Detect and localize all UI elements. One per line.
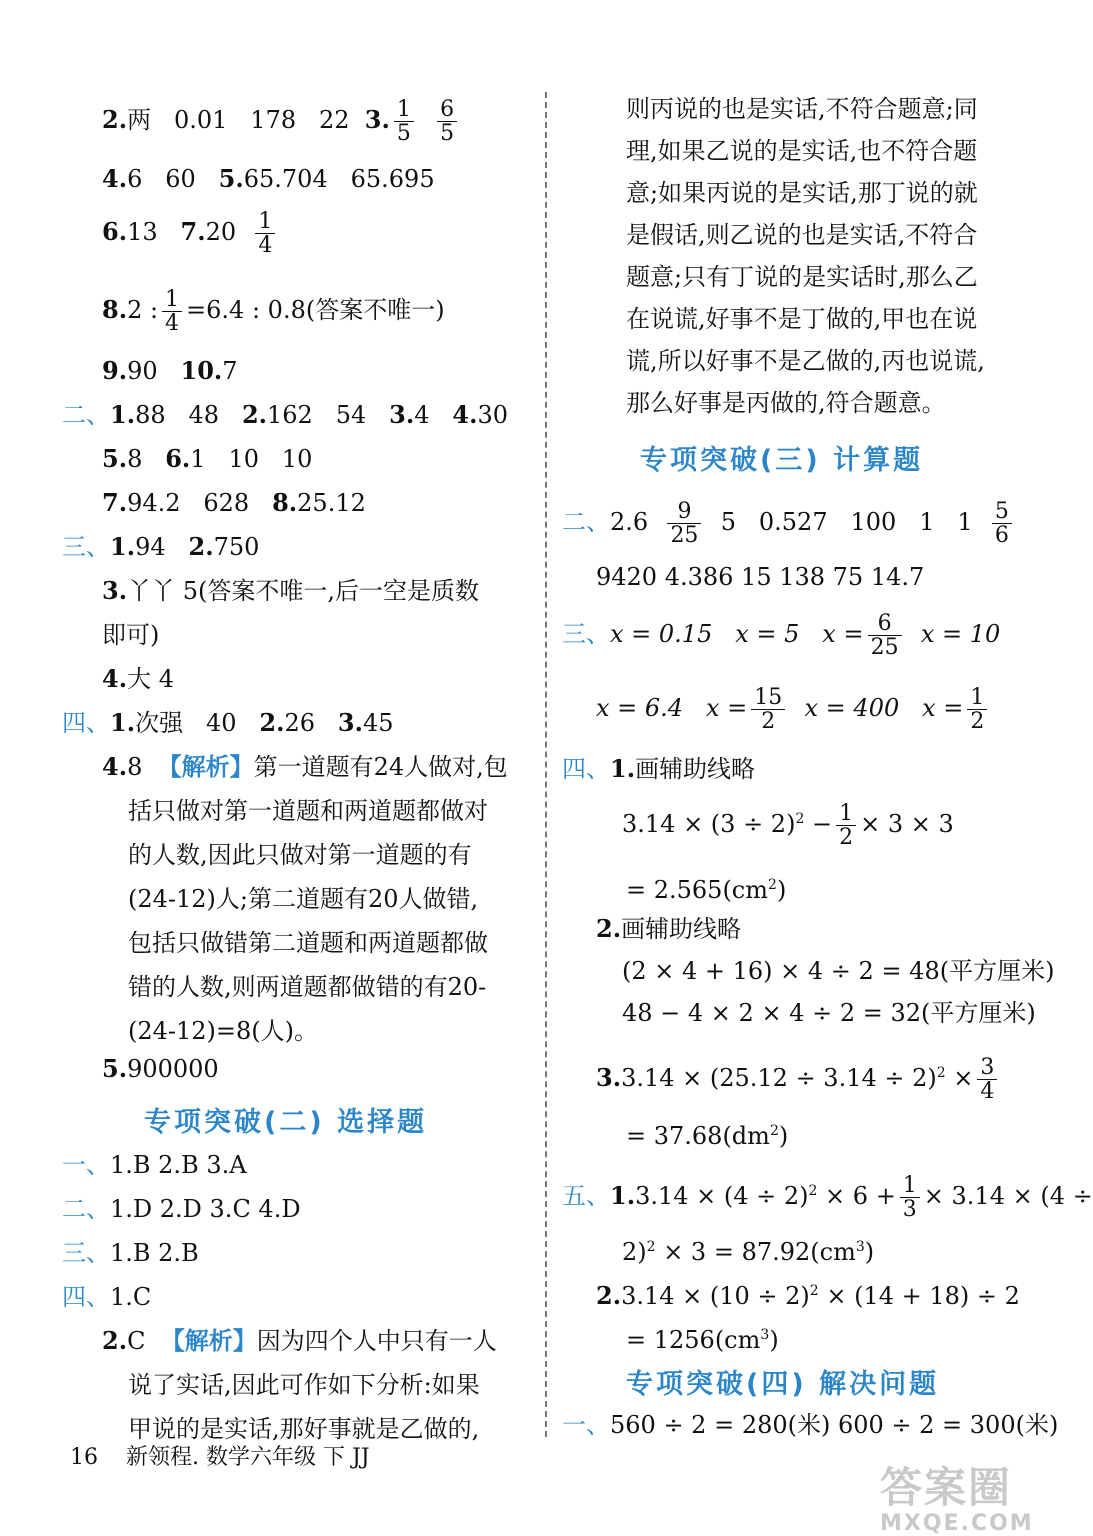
book-title: 新领程. 数学六年级 下 JJ [125,1445,370,1470]
column-divider [545,92,547,1437]
fraction: $\frac{5}{6}$ [992,500,1012,547]
fraction: $\frac{1}{4}$ [255,210,275,257]
choice-line: 一、1.B 2.B 3.A [62,1151,247,1179]
calc-line: $3.14 \times (3 \div 2)^2$ − $\frac{1}{2}$ × 3 × 3 [622,801,954,851]
calc-line: $2)^2 \times 3 = 87.92(cm^3)$ [622,1238,875,1266]
section-four: 四、1.次强 40 2.26 3.45 [62,708,394,737]
choice-line: 四、1.C [62,1283,152,1311]
section-two: 二、1.88 48 2.162 54 3.4 4.30 [62,400,508,429]
answer-line: 8.2 : $\frac{1}{4}$ =6.4 : 0.8(答案不唯一) [102,287,445,337]
analysis-line: 谎,所以好事不是乙做的,丙也说谎, [626,347,985,375]
analysis-tag: 【解析】 [160,1326,257,1355]
calc-line: = $2.565(cm^2)$ [626,876,787,904]
calc-line: = $1256(cm^3)$ [626,1326,779,1354]
fraction: $\frac{1}{2}$ [836,802,856,849]
analysis-line: 题意;只有丁说的是实话时,那么乙 [626,263,978,291]
answer-line: 9.90 10.7 [102,356,238,385]
answer-line: 3.丫丫 5(答案不唯一,后一空是质数 [102,576,479,605]
answer-line: 4.8 【解析】第一道题有24人做对,包 [102,752,508,781]
calc-line: 一、560 ÷ 2 = 280(米) 600 ÷ 2 = 300(米) [562,1411,1059,1439]
analysis-line: 理,如果乙说的是实话,也不符合题 [626,137,978,165]
section-three: 三、1.94 2.750 [62,532,260,561]
analysis-line: (24-12)人;第二道题有20人做错, [128,885,479,913]
watermark-logo: 答案圈 MXQE.COM [880,1463,1034,1536]
analysis-line: 那么好事是丙做的,符合题意。 [626,389,946,417]
fraction: $\frac{9}{25}$ [667,500,701,547]
fraction: $\frac{1}{3}$ [900,1174,920,1221]
answer-line: 4.6 60 5.65.704 65.695 [102,164,435,193]
fraction: $\frac{6}{5}$ [437,98,457,145]
answer-line: 6.13 7.20 $\frac{1}{4}$ [102,210,279,257]
analysis-line: (24-12)=8(人)。 [128,1017,319,1045]
analysis-line: 在说谎,好事不是丁做的,甲也在说 [626,305,978,333]
analysis-line: 的人数,因此只做对第一道题的有 [128,841,472,869]
choice-line: 二、1.D 2.D 3.C 4.D [62,1195,301,1223]
analysis-line: 包括只做错第二道题和两道题都做 [128,929,488,957]
section-heading: 专项突破(三) 计算题 [640,445,924,476]
fraction: $\frac{3}{4}$ [977,1056,997,1103]
calc-line: $2.3.14 \times (10 \div 2)^2 \times (14 + 18) \div 2$ [596,1281,1020,1310]
section-four: 四、1.画辅助线略 [562,754,756,783]
calc-line: 2.画辅助线略 [596,914,742,943]
answer-line: 即可) [102,621,160,649]
calc-line: 48 − 4 × 2 × 4 ÷ 2 = 32(平方厘米) [622,999,1036,1027]
analysis-line: 说了实话,因此可作如下分析:如果 [128,1371,480,1399]
answer-line: 5.8 6.1 10 10 [102,444,313,473]
calc-line: 三、x = 0.15 x = 5 x = $\frac{6}{25}$ x = 10 [562,611,1001,661]
choice-line: 三、1.B 2.B [62,1239,199,1267]
page-number: 16 [70,1445,98,1470]
answer-line: 2.C 【解析】因为四个人中只有一人 [102,1326,497,1355]
section-five: 五、$1.3.14 \times (4 \div 2)^2 \times 6$ + $\frac{1}{3}$ × 3.14 × (4 ÷ [562,1173,1093,1223]
page-footer [70,1440,370,1471]
answer-line: 7.94.2 628 8.25.12 [102,488,366,517]
analysis-line: 则丙说的也是实话,不符合题意;同 [626,95,978,123]
fraction: $\frac{1}{4}$ [162,288,182,335]
section-heading: 专项突破(四) 解决问题 [626,1369,940,1400]
analysis-line: 甲说的是实话,那好事就是乙做的, [128,1415,480,1443]
fraction: $\frac{15}{2}$ [751,686,785,733]
analysis-tag: 【解析】 [157,752,254,781]
calc-line: = $37.68(dm^2)$ [626,1122,789,1150]
analysis-line: 意;如果丙说的是实话,那丁说的就 [626,179,978,207]
answer-line: 5.900000 [102,1054,219,1083]
section-heading: 专项突破(二) 选择题 [144,1107,428,1138]
analysis-line: 是假话,则乙说的也是实话,不符合 [626,221,978,249]
answer-line: 2.两 0.01 178 22 3. $\frac{1}{5}$ $\frac{6}{5}$ [102,98,461,145]
answer-line: 4.大 4 [102,664,174,693]
fraction: $\frac{1}{2}$ [967,686,987,733]
analysis-line: 错的人数,则两道题都做错的有20- [128,973,487,1001]
calc-line: x = 6.4 x = $\frac{15}{2}$ x = 400 x = $\frac{1}{2}$ [596,686,991,733]
fraction: $\frac{6}{25}$ [868,612,902,659]
calc-line: $3.3.14 \times (25.12 \div 3.14 \div 2)^2$ × $\frac{3}{4}$ [596,1056,1001,1103]
calc-line: 二、2.6 $\frac{9}{25}$ 5 0.527 100 1 1 $\frac{5}{6}$ [562,500,1016,547]
analysis-line: 括只做对第一道题和两道题都做对 [128,797,488,825]
calc-line: 9420 4.386 15 138 75 14.7 [596,563,925,591]
fraction: $\frac{1}{5}$ [394,98,414,145]
calc-line: (2 × 4 + 16) × 4 ÷ 2 = 48(平方厘米) [622,957,1055,985]
